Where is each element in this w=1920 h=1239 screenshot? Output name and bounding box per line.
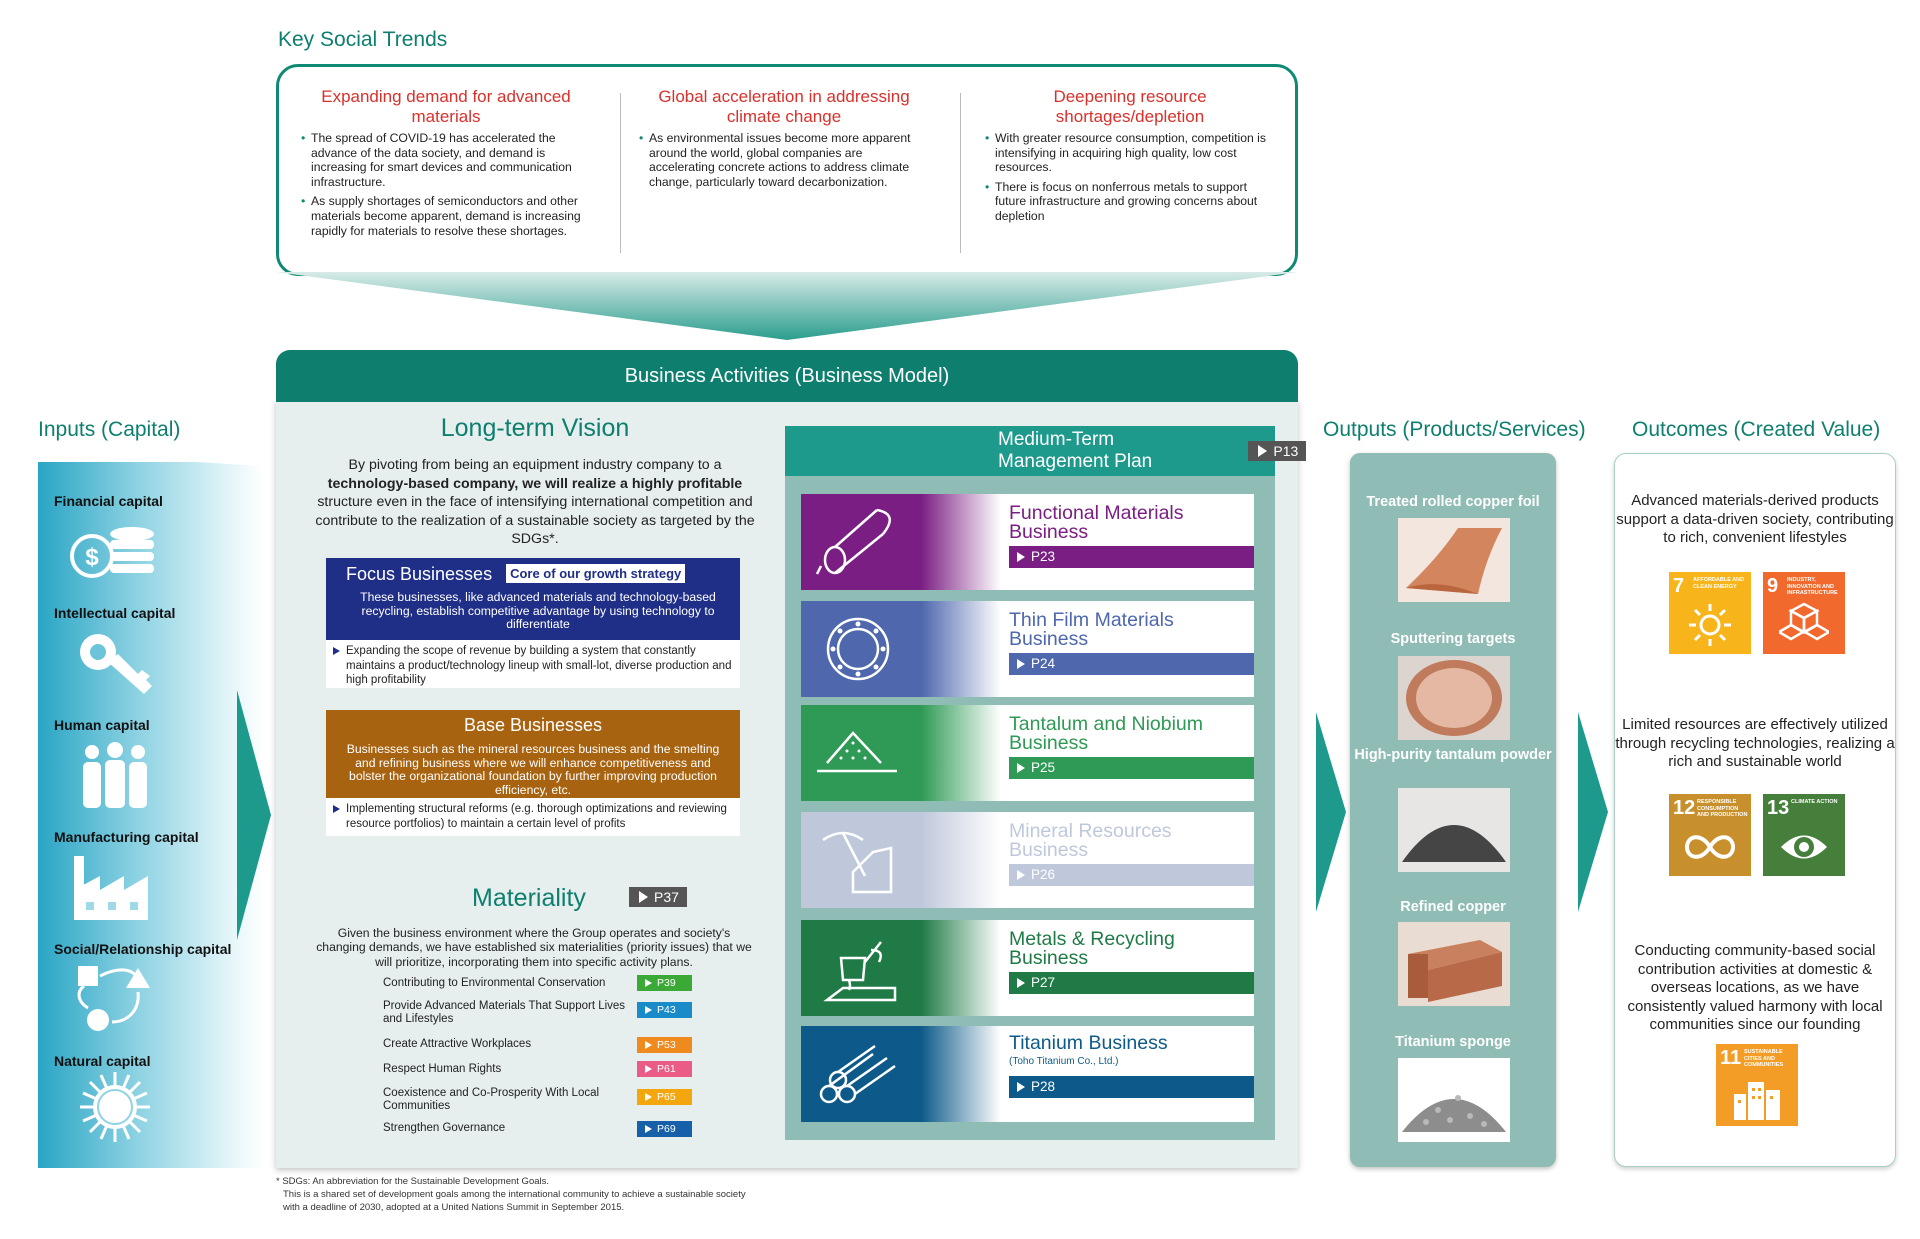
focus-desc: These businesses, like advanced materials and technology-based recycling, establish competitive advantage by using technology to differentiate: [360, 590, 716, 631]
business-name: Metals & Recycling Business: [1009, 928, 1175, 969]
play-icon: [1258, 445, 1267, 457]
trend-column: [639, 87, 929, 194]
divider: [620, 93, 621, 253]
materiality-page-link[interactable]: P65: [637, 1089, 692, 1105]
factory-icon: [70, 852, 160, 922]
materiality-item: Strengthen Governance: [383, 1122, 506, 1134]
people-icon: [70, 740, 160, 810]
business-page-link[interactable]: P25: [1009, 757, 1254, 779]
trend-bullet: • With greater resource consumption, competition is intensifying in acquiring high quality, low cost resources.: [985, 131, 1275, 175]
key-icon: [70, 628, 160, 698]
business-row-mineral-resources[interactable]: [801, 812, 1254, 908]
business-name: Tantalum and Niobium Business: [1009, 713, 1204, 754]
trend-bullet: • As supply shortages of semiconductors and other materials become apparent, demand is increasing rapidly for materials to resolve these shortages.: [301, 194, 591, 238]
focus-businesses-box: [326, 558, 740, 688]
trend-bullet: • The spread of COVID-19 has accelerated the advance of the data society, and demand is increasing for smart devices and communication infrastructure.: [301, 131, 591, 189]
business-name: Thin Film Materials Business: [1009, 609, 1174, 650]
trend-column: [985, 87, 1275, 229]
vision-text: structure even in the face of intensifying international competition and contribute to the realization of a sustainable society as targeted by the SDGs*.: [315, 494, 755, 547]
outcome-text: Limited resources are effectively utilized through recycling technologies, realizing a rich and sustainable world: [1615, 716, 1895, 770]
focus-title: Focus Businesses: [346, 564, 493, 584]
base-desc: Businesses such as the mineral resources business and the smelting and refining business where we will enhance competitiveness and bolster the organizational foundation by further improving production efficiency, etc.: [346, 742, 720, 797]
business-row-titanium[interactable]: [801, 1026, 1254, 1122]
trend-column: [301, 87, 591, 243]
materiality-page-link[interactable]: P39: [637, 975, 692, 991]
titanium-sponge-image: [1398, 1058, 1510, 1142]
outputs-title: Outputs (Products/Services): [1323, 418, 1586, 441]
focus-tag: Core of our growth strategy: [506, 564, 685, 583]
divider: [960, 93, 961, 253]
trend-bullet: • As environmental issues become more apparent around the world, global companies are accelerating concrete actions to address climate change, particularly toward decarbonization.: [639, 131, 929, 189]
footnote: * SDGs: An abbreviation for the Sustainable Development Goals.: [276, 1176, 550, 1187]
base-businesses-box: [326, 710, 740, 836]
business-name: Titanium Business: [1009, 1032, 1168, 1054]
network-icon: [70, 962, 160, 1032]
sdg-7-icon: 7 AFFORDABLE AND CLEAN ENERGY: [1669, 572, 1751, 654]
ingots-icon: [813, 1038, 913, 1114]
materiality-item: Contributing to Environmental Conservation: [383, 977, 606, 989]
output-label: Titanium sponge: [1395, 1034, 1511, 1050]
business-subname: (Toho Titanium Co., Ltd.): [1009, 1056, 1119, 1067]
business-name: Functional Materials Business: [1009, 502, 1184, 543]
sdg-11-icon: 11 SUSTAINABLE CITIES AND COMMUNITIES: [1716, 1044, 1798, 1126]
outcomes-title: Outcomes (Created Value): [1632, 418, 1881, 441]
page-number: P13: [1273, 443, 1299, 459]
input-label: Intellectual capital: [54, 605, 176, 621]
mtmp-title: Medium-Term Management Plan: [998, 429, 1153, 472]
inputs-title: Inputs (Capital): [38, 418, 181, 441]
materiality-item: Coexistence and Co-Prosperity With Local Communities: [383, 1087, 600, 1112]
focus-point: Expanding the scope of revenue by building a system that constantly maintains a product/technology lineup with small-lot, diverse production and high profitability: [326, 640, 740, 688]
sdg-9-icon: 9 INDUSTRY, INNOVATION AND INFRASTRUCTURE: [1763, 572, 1845, 654]
input-label: Natural capital: [54, 1053, 151, 1069]
input-label: Financial capital: [54, 493, 163, 509]
business-page-link[interactable]: P26: [1009, 864, 1254, 886]
sputtering-target-image: [1398, 656, 1510, 740]
funnel-arrow: [276, 272, 1298, 342]
mtmp-page-link[interactable]: [1248, 441, 1306, 461]
input-label: Social/Relationship capital: [54, 941, 232, 957]
output-label: Refined copper: [1400, 899, 1506, 915]
flow-arrow: [237, 690, 271, 940]
tantalum-powder-image: [1398, 788, 1510, 872]
foil-roll-icon: [813, 504, 903, 580]
output-label: Treated rolled copper foil: [1366, 494, 1540, 510]
materiality-page-link[interactable]: P69: [637, 1121, 692, 1137]
flow-arrow: [1578, 712, 1608, 912]
trend-heading: Global acceleration in addressing climate change: [658, 87, 910, 126]
sdg-13-icon: 13 CLIMATE ACTION: [1763, 794, 1845, 876]
trends-box: [276, 64, 1298, 276]
vision-title: Long-term Vision: [440, 414, 630, 442]
materiality-page-link[interactable]: P43: [637, 1002, 692, 1018]
target-disc-icon: [813, 609, 903, 689]
materiality-text: Given the business environment where the Group operates and society's changing demands, we have established six materialities (priority issues) that we will prioritize, incorporating them into specific activity plans.: [316, 926, 752, 969]
output-label: High-purity tantalum powder: [1354, 747, 1552, 763]
ladle-icon: [815, 928, 915, 1008]
outcome-text: Advanced materials-derived products support a data-driven society, contributing to rich, convenient lifestyles: [1616, 492, 1894, 546]
business-page-link[interactable]: P23: [1009, 546, 1254, 568]
vision-text-emphasis: technology-based company, we will realize a highly profitable: [327, 475, 743, 492]
input-label: Manufacturing capital: [54, 829, 199, 845]
base-point: Implementing structural reforms (e.g. thorough optimizations and reviewing resource portfolios) to maintain a certain level of profits: [326, 798, 740, 831]
input-label: Human capital: [54, 717, 150, 733]
business-name: Mineral Resources Business: [1009, 820, 1172, 861]
footnote: with a deadline of 2030, adopted at a United Nations Summit in September 2015.: [283, 1202, 625, 1213]
outcome-text: Conducting community-based social contribution activities at domestic & overseas locations, as we have consistently valued harmony with local communities since our founding: [1627, 942, 1883, 1033]
page-number: P37: [654, 889, 679, 905]
business-row-thin-film[interactable]: [801, 601, 1254, 697]
output-label: Sputtering targets: [1390, 631, 1516, 647]
materiality-item: Create Attractive Workplaces: [383, 1038, 532, 1050]
materiality-item: Provide Advanced Materials That Support Lives and Lifestyles: [383, 1000, 626, 1025]
materiality-page-link[interactable]: [629, 887, 687, 907]
business-page-link[interactable]: P27: [1009, 972, 1254, 994]
materiality-page-link[interactable]: P61: [637, 1061, 692, 1077]
materiality-page-link[interactable]: P53: [637, 1037, 692, 1053]
flow-arrow: [1316, 712, 1346, 912]
vision-text: By pivoting from being an equipment industry company to a: [348, 457, 722, 473]
copper-foil-image: [1398, 518, 1510, 602]
sdg-12-icon: 12 RESPONSIBLE CONSUMPTION AND PRODUCTION: [1669, 794, 1751, 876]
trend-bullet: • There is focus on nonferrous metals to support future infrastructure and growing concerns about depletion: [985, 180, 1275, 224]
business-page-link[interactable]: P28: [1009, 1076, 1254, 1098]
business-row-metals-recycling[interactable]: [801, 920, 1254, 1016]
play-icon: [639, 891, 648, 903]
trend-heading: Expanding demand for advanced materials: [321, 87, 571, 126]
footnote: This is a shared set of development goals among the international community to achieve a sustainable society: [283, 1189, 746, 1200]
pickaxe-icon: [813, 822, 913, 900]
business-row-functional-materials[interactable]: [801, 494, 1254, 590]
sun-icon: [70, 1072, 160, 1142]
materiality-title: Materiality: [472, 884, 586, 912]
base-title: Base Businesses: [463, 715, 603, 735]
business-row-tantalum-niobium[interactable]: [801, 705, 1254, 801]
business-page-link[interactable]: P24: [1009, 653, 1254, 675]
trends-title: Key Social Trends: [278, 28, 448, 51]
materiality-item: Respect Human Rights: [383, 1063, 502, 1075]
svg-text:$: $: [85, 544, 99, 571]
refined-copper-image: [1398, 922, 1510, 1006]
business-header: Business Activities (Business Model): [276, 350, 1298, 402]
trend-heading: Deepening resource shortages/depletion: [1053, 87, 1207, 126]
coins-icon: [70, 518, 160, 588]
powder-pile-icon: [813, 717, 913, 787]
